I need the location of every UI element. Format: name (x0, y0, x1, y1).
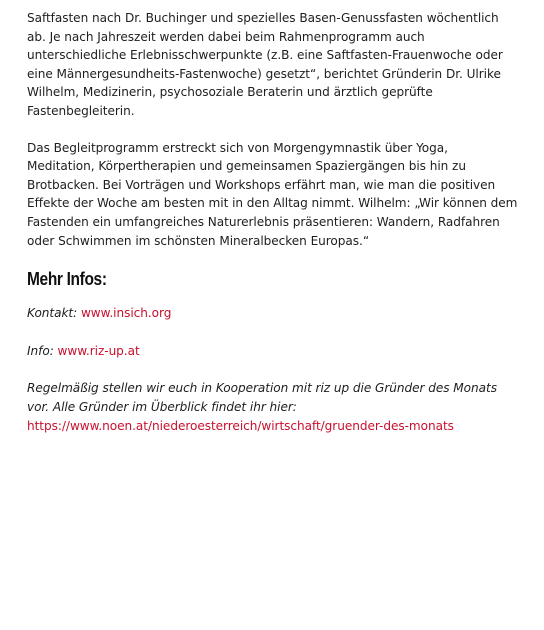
outro-text: Regelmäßig stellen wir euch in Kooperation mit riz up die Gründer des Monats vor. Alle Gründer im Überblick findet ihr hier: (27, 381, 497, 414)
article-body (27, 9, 519, 435)
info-link[interactable]: www.riz-up.at (57, 343, 140, 358)
article-paragraph: Saftfasten nach Dr. Buchinger und spezielles Basen-Genussfasten wöchentlich ab. Je nach Jahreszeit werden dabei beim Rahmenprogramm auch unterschiedliche Erlebnisschwerpunkte (z.B. eine Saftfasten-Frauenwoche oder eine Männergesundheits-Fastenwoche) gesetzt“, berichtet Gründerin Dr. Ulrike Wilhelm, Medizinerin, psychosoziale Beraterin und ärztlich geprüfte Fastenbegleiterin. (27, 11, 503, 118)
article-paragraph: Das Begleitprogramm erstreckt sich von Morgengymnastik über Yoga, Meditation, Körpertherapien und gemeinsamen Spaziergängen bis hin zu Brotbacken. Bei Vorträgen und Workshops erfährt man, wie man die positiven Effekte der Woche am besten mit in den Alltag nimmt. Wilhelm: „Wir können dem Fastenden ein umfangreiches Naturerlebnis präsentieren: Wandern, Radfahren oder Schwimmen im schönsten Mineralbecken Europas.“ (27, 140, 518, 248)
kontakt-label: Kontakt: (27, 306, 81, 321)
outro-paragraph (27, 379, 519, 435)
section-heading: Mehr Infos: (27, 269, 107, 290)
info-label: Info: (27, 343, 58, 358)
kontakt-line (27, 304, 519, 323)
gruender-des-monats-link[interactable]: https://www.noen.at/niederoesterreich/wirtschaft/gruender-des-monats (27, 418, 454, 433)
info-line (27, 342, 519, 361)
kontakt-link[interactable]: www.insich.org (80, 306, 172, 321)
